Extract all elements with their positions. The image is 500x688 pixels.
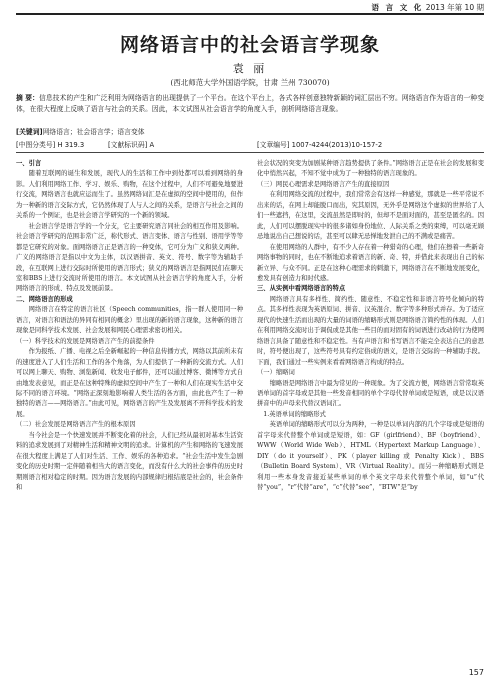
abstract-text: 信息技术的产生和广泛利用为网络语言的出现提供了一个平台。在这个平台上，各式各样创意独特新颖的词汇层出不穷。网络语言作为语言的一种变体，在很大程度上反映了语言与社会的关系。因此，本文试图从社会语言学的角度入手，剖析网络语言现象。: [16, 94, 484, 113]
paragraph: 社会语言学是语言学的一个分支，它主要研究语言同社会的相互作用及影响。社会语言学研究的范围非常广泛，称代形式、语言变体、语言与性别、语用学等等都是它研究的对象。面网络语言正是语言的一种变体，它可分为广义和狭义两种。广义的网络语言是指以中文为主体，以汉语拼音、英文、符号、数字等为辅助手段，在互联网上进行交际时所使用的语言形式；狭义的网络语言是指网民们在聊天室和BBS上进行交流时所使用的语言。本文试图从社会语言学的角度入手，分析网络语言的形成、特点及发展前景。: [16, 222, 243, 293]
author-affiliation: (西北师范大学外国语学院，甘肃 兰州 730070): [170, 78, 330, 87]
subsection-heading: （一）科学技术的发展是网络语言产生的前提条件: [16, 337, 155, 345]
running-header: [371, 2, 484, 13]
section-heading: 二、网络语言的形成: [16, 295, 73, 303]
keywords: [16, 126, 484, 136]
paragraph: 在使用网络的人群中，有不少人存在着一种猎奇的心理，他们在擦着一些新奇网络事物的同时，也在不断地追求着语言的新、奇、特，并借此来表现出自己的标新立异、与众不同。正是在这种心理需求的刺激下，网络语言在不断地发展变化，愈发具有创造力和时代感。: [257, 243, 484, 282]
paragraph: 当今社会是一个快速发展并不断变化着的社会，人们已经从最初对基本生活资料的追求发展到了对精神生活和精神文明的追求。计算机的产生和网络的飞速发展在很大程度上满足了人们对生活、工作、娱乐的各种追求。“社会生活中发生急剧变化的历史时期一定伴随着相当大的语言变化，而没有什么大的社会事件的历史时期则语言相对稳定的时期。因为语言发展的内部规律归根结底是社会的，社会条件和: [16, 431, 243, 492]
subsection-heading: （三）网民心理需求是网络语言产生的直接原因: [257, 180, 390, 188]
paragraph: 缩略语是网络语言中最为常见的一种现象。为了交流方便，网络语言常常取英语单词的首字母或是其他一些发音相同的单个字母代替单词或是短语，或是以汉语拼音中的声母来代替汉语词汇。: [257, 379, 484, 408]
keywords-text: 网络语言；社会语言学；语言变体: [42, 128, 145, 136]
subsection-heading: （一）缩略词: [257, 369, 295, 377]
header-rule: [16, 13, 484, 15]
paragraph: 网络语言在特定的语言社区（Speech communities，指一群人使用同一种语言，对语言和语法的异同有相同的概念）里出现的新的语言现象，这种新的语言现象是同科学技术发展、社会发展和网民心理需求密切相关。: [16, 306, 243, 335]
journal-name: 语 言 文 化: [371, 3, 424, 12]
keywords-label: [关键词]: [16, 128, 43, 136]
paragraph-continued: 社会状况的突变为加剧某种语言趋势提供了条件。”网络语言正是在社会的发展和变化中悄然兴起，不知不觉中成为了一种独特的语言现象的。: [257, 160, 484, 178]
abstract: [16, 93, 484, 114]
paragraph: 英语单词的缩略形式可以分为两种，一种是以单词内部的几个字母或是短语的首字母来代替整个单词或是短语，如：GF（girlfriend）、BF（boyfriend）、WWW（World Wide Web）、HTML（Hypertext Markup Language）、DIY（do it yourself）、PK（player killing 或 Penalty Kick）、BBS（Bulletin Board System）、VR（Virtual Reality）。而另一种缩略形式则是利用一些本身发音接近某些单词的单个英文字母来代替整个单词，如“u”代替“you”，“r”代替“are”，“c”代替“see”，“BTW”是“by: [257, 421, 484, 492]
paragraph: 在利用网络交流的过程中，我们常常会有这样一种感觉，那就是一些平常说不出来的话，在网上却能脱口而出，究其原因，无外乎是网络这个虚拟的世界给了人们一些遮挡，在这里，交流虽然是即时的，但却不是面对面的，甚至是匿名的。因此，人们可以摆脱现实中的很多诸如身份地位、人际关系之类的束缚，可以毫无顾忌地说出自己想说的话，甚至可以肆无忌惮地发泄自己的不满或是痛苦。: [257, 191, 484, 241]
abstract-label: 摘 要：: [16, 94, 39, 102]
article-number: [文章编号] 1007-4244(2013)10-157-2: [257, 141, 383, 149]
paragraph: 作为报纸、广播、电视之后全新崛起的一种信息传播方式，网络以其前所未有的速度进入了人们生活和工作的各个角落，为人们提供了一种新的交流方式。人们可以网上聊天、购物、浏览新闻、收发电子邮件，还可以通过博客、微博等方式自由地发表意见，而正是在这种特殊的虚拟空间中产生了一种和人们在现实生活中交际不同的语言环境。“网络正深刻地影响着人类生活的各方面，由此也产生了一种独特的语言——网络语言。”由此可见，网络语言的产生及发展离不开科学技术的发展。: [16, 348, 243, 418]
paragraph: 随着互联网的诞生和发展，现代人的生活和工作中到处都可以看到网络的身影。人们利用网络工作、学习、娱乐、购物，在这个过程中，人们不可避免地要进行交流，网络语言也就应运而生了。虽然网络词汇是在虚拟的空间中使用的，但作为一种新的语言交际方式，它仍然体现了人与人之间的关系，是语言与社会之间的关系的一个例证，也是社会语言学研究的一个新的领域。: [16, 170, 243, 220]
issue-label: 2013 年第 10 期: [425, 3, 484, 12]
paragraph: 网络语言具有多样性、简约性、随意性、不稳定性和非语言符号化倾向的特点。其多样性表现为英语原词、拼音、汉英混合、数字等多种形式并存。为了适应现代的快速生活而出现的大量的词语的缩略形式则是网络语言简约性的体现。人们在利用网络交流时出于调侃或是其他一些目的而对固有的词语进行改动的行为使网络语言具备了随意性和不稳定性。当有声语言和书写语言不能完全表达自己的意思时，符号便出现了，这些符号具有约定俗成的语义，是语言交际的一种辅助手段。下面，我们通过一些实例来看看网络语言构成的特点。: [257, 295, 484, 366]
clc-number: [中图分类号] H 319.3: [16, 141, 85, 149]
author-name: 袁 丽: [232, 62, 268, 75]
article-title: 网络语言中的社会语言学现象: [119, 34, 380, 56]
left-column: [16, 159, 243, 494]
sub-subsection-heading: 1.英语单词的缩略形式: [263, 410, 326, 418]
document-code: [文献标识码] A: [108, 141, 155, 149]
meta-rule: [16, 152, 484, 153]
subsection-heading: （二）社会发展是网络语言产生的根本原因: [16, 421, 136, 429]
section-heading: 三、从实例中看网络语言的特点: [257, 285, 346, 293]
page-number: 157: [468, 668, 484, 677]
section-heading: 一、引言: [16, 160, 42, 167]
right-column: [257, 159, 484, 494]
